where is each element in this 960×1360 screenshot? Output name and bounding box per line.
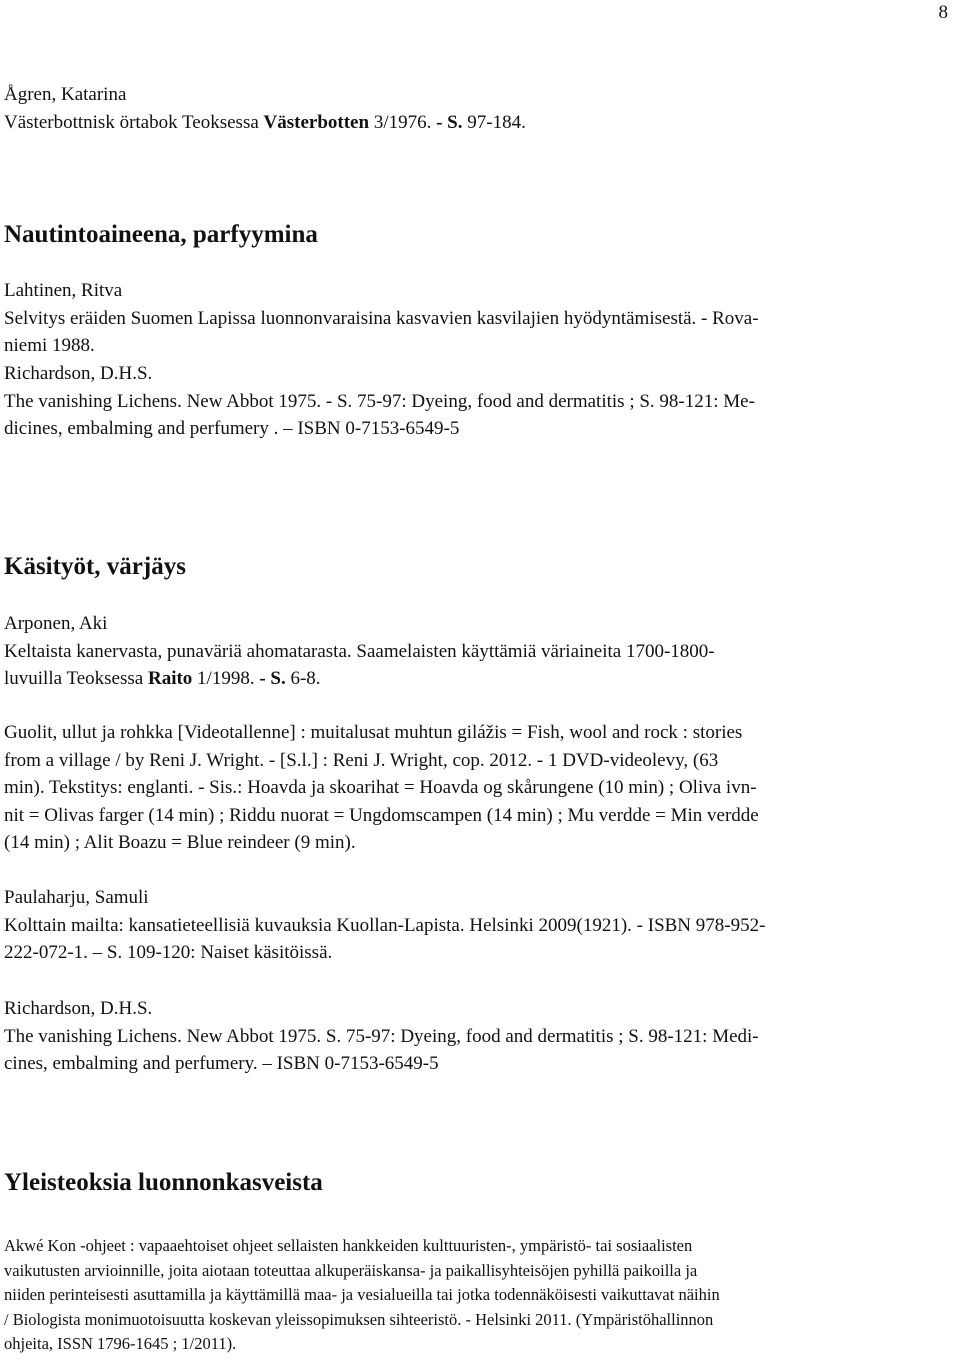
section-heading-nautinto: Nautintoaineena, parfyymina xyxy=(4,221,318,248)
citation-line: cines, embalming and perfumery. – ISBN 0-7153-6549-5 xyxy=(4,1053,439,1074)
section-heading-yleisteoksia: Yleisteoksia luonnonkasveista xyxy=(4,1169,323,1196)
author: Richardson, D.H.S. xyxy=(4,998,153,1019)
citation-line: The vanishing Lichens. New Abbot 1975. S. 75-97: Dyeing, food and dermatitis ; S. 98-121: Medi- xyxy=(4,1025,759,1047)
citation-line: Akwé Kon -ohjeet : vapaaehtoiset ohjeet sellaisten hankkeiden kulttuuristen-, ympäristö- tai sosiaalisten xyxy=(4,1236,693,1255)
citation-line: dicines, embalming and perfumery . – ISBN 0-7153-6549-5 xyxy=(4,418,460,439)
entry-guolit xyxy=(4,719,954,857)
citation: Västerbottnisk örtabok Teoksessa Västerbotten 3/1976. - S. 97-184. xyxy=(4,111,526,133)
entry-agren xyxy=(4,81,954,136)
citation-line: ohjeita, ISSN 1796-1645 ; 1/2011). xyxy=(4,1334,237,1354)
citation-line: 222-072-1. – S. 109-120: Naiset käsitöissä. xyxy=(4,942,333,963)
citation-line: The vanishing Lichens. New Abbot 1975. - S. 75-97: Dyeing, food and dermatitis ; S. 98-121: Me- xyxy=(4,390,755,412)
author: Arponen, Aki xyxy=(4,613,108,634)
citation-line: min). Tekstitys: englanti. - Sis.: Hoavda ja skoarihat = Hoavda og skårungene (10 min) ; Oliva ivn- xyxy=(4,777,757,798)
entry-arponen xyxy=(4,610,954,693)
citation-line: luvuilla Teoksessa Raito 1/1998. - S. 6-8. xyxy=(4,668,321,689)
author: Lahtinen, Ritva xyxy=(4,280,123,301)
citation-line: / Biologista monimuotoisuutta koskevan yleissopimuksen sihteeristö. - Helsinki 2011. (Ympäristöhallinnon xyxy=(4,1309,714,1329)
citation-line: vaikutusten arvioinnille, joita aiotaan toteuttaa alkuperäiskansa- ja paikallisyhteisöjen pyhillä paikoilla ja xyxy=(4,1260,698,1280)
citation-line: Guolit, ullut ja rohkka [Videotallenne] : muitalusat muhtun gilážis = Fish, wool and rock : stories xyxy=(4,722,743,743)
citation-line: (14 min) ; Alit Boazu = Blue reindeer (9 min). xyxy=(4,832,356,853)
citation-line: from a village / by Reni J. Wright. - [S.l.] : Reni J. Wright, cop. 2012. - 1 DVD-videolevy, (63 xyxy=(4,749,719,771)
author: Paulaharju, Samuli xyxy=(4,887,149,908)
citation-line: nit = Olivas farger (14 min) ; Riddu nuorat = Ungdomscampen (14 min) ; Mu verdde = Min verdde xyxy=(4,804,759,826)
author: Richardson, D.H.S. xyxy=(4,363,153,384)
entry-lahtinen xyxy=(4,277,954,360)
entry-akwe-kon xyxy=(4,1234,954,1357)
entry-paulaharju xyxy=(4,884,954,967)
citation-line: Keltaista kanervasta, punaväriä ahomatarasta. Saamelaisten käyttämiä väriaineita 1700-1800- xyxy=(4,640,715,662)
author: Ågren, Katarina xyxy=(4,84,127,105)
entry-richardson-1 xyxy=(4,360,954,443)
citation-line: Selvitys eräiden Suomen Lapissa luonnonvaraisina kasvavien kasvilajien hyödyntämisestä. - Rova- xyxy=(4,307,759,329)
page-number: 8 xyxy=(938,2,948,23)
entry-richardson-2 xyxy=(4,995,954,1078)
citation-line: Kolttain mailta: kansatieteellisiä kuvauksia Kuollan-Lapista. Helsinki 2009(1921). - ISBN 978-952- xyxy=(4,914,766,936)
citation-line: niemi 1988. xyxy=(4,335,95,356)
citation-line: niiden perinteisesti asuttamilla ja käyttämillä maa- ja vesialueilla tai jotka todennäköisesti vaikuttavat näihin xyxy=(4,1285,720,1305)
section-heading-kasityot: Käsityöt, värjäys xyxy=(4,553,186,580)
